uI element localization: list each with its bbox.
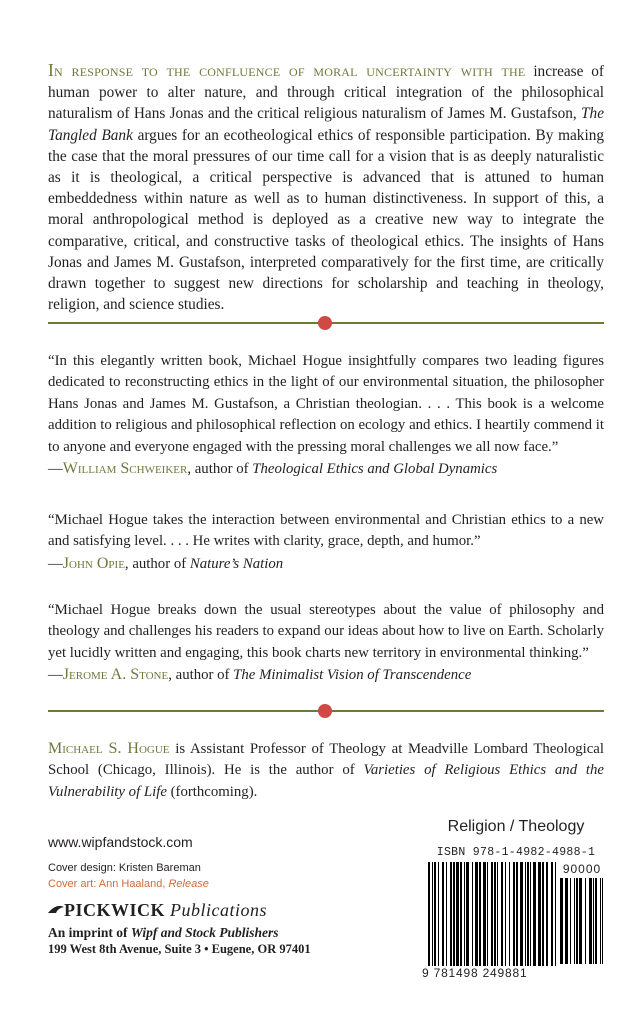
- barcode-bar: [542, 862, 544, 966]
- price-code: 90000: [562, 862, 602, 876]
- barcode-bar: [546, 862, 548, 966]
- author-name: Michael S. Hogue: [48, 740, 170, 757]
- barcode-bar: [464, 862, 465, 966]
- endorsement-attribution: —John Opie, author of Nature’s Nation: [48, 554, 284, 572]
- barcode-bar: [450, 862, 452, 966]
- endorser-work: Theological Ethics and Global Dynamics: [252, 461, 498, 478]
- endorsement-quote: “Michael Hogue breaks down the usual stereotypes about the value of philosophy and theology and challenges his readers to expand our ideas about how to live on Earth. Scholarly yet lucidly written and engaging, this book charts new territory in environmental thinking.”: [48, 602, 604, 661]
- publisher-address: 199 West 8th Avenue, Suite 3 • Eugene, OR 97401: [48, 942, 311, 956]
- barcode-bar: [513, 862, 515, 966]
- barcode-bar: [527, 862, 529, 966]
- barcode-bar: [570, 878, 571, 964]
- barcode-bar: [475, 862, 478, 966]
- barcode-bar: [533, 862, 536, 966]
- barcode-bar: [555, 862, 556, 966]
- book-description: [48, 60, 604, 315]
- imprint-logo: [48, 900, 267, 921]
- barcode-block: [422, 818, 604, 980]
- barcode-bar: [538, 862, 541, 966]
- barcode-bar: [460, 862, 462, 966]
- ean-barcode: [428, 862, 556, 966]
- endorsement-quote: “In this elegantly written book, Michael Hogue insightfully compares two leading figures dedicated to reconstructing ethics in the light of our environmental situation, the philosopher Hans Jonas and James M. Gustafson, a Christian theologian. . . . This book is a welcome addition to religious and philosophical reflection on ecology and ethics. I heartily commend it to anyone and everyone engaged with the pressing moral challenges we all now face.”: [48, 353, 604, 455]
- barcode-bar: [505, 862, 506, 966]
- endorsement-quote: “Michael Hogue takes the interaction between environmental and Christian ethics to a new and satisfying level. . . . He writes with clarity, grace, depth, and humor.”: [48, 512, 604, 550]
- barcode-bar: [551, 862, 553, 966]
- description-body-1: increase of human power to alter nature, and through critical integration of the philosophical naturalism of Hans Jonas and the critical religious naturalism of James M. Gustafson,: [48, 63, 605, 123]
- endorser-name: John Opie: [62, 554, 125, 572]
- barcode-bar: [600, 878, 601, 964]
- endorsement: [48, 510, 604, 575]
- barcode-bar: [479, 862, 481, 966]
- section-divider: [48, 704, 604, 718]
- barcode-bar: [585, 878, 586, 964]
- barcode-bar: [432, 862, 433, 966]
- barcode-bar: [589, 878, 592, 964]
- author-bio: [48, 738, 604, 803]
- bio-text-2: (forthcoming).: [166, 783, 258, 800]
- barcode-bar: [574, 878, 575, 964]
- barcode-bar: [472, 862, 473, 966]
- author-of-text: , author of: [187, 461, 253, 478]
- barcode-bar: [530, 862, 531, 966]
- barcode-bar: [520, 862, 523, 966]
- description-lead: In response to the confluence of moral uncertainty with the: [48, 60, 526, 80]
- cover-art-title: Release: [168, 878, 209, 890]
- divider-dot: [318, 316, 332, 330]
- bio-text-1: is Assistant Professor of Theology at Meadville Lombard Theological School (Chicago, Illinois). He is the author of: [48, 741, 604, 779]
- barcode-bar: [466, 862, 469, 966]
- author-of-text: , author of: [124, 555, 190, 572]
- divider-dot: [318, 704, 332, 718]
- imprint-prefix: An imprint of: [48, 925, 131, 940]
- barcode-bar: [456, 862, 459, 966]
- barcode-bar: [576, 878, 578, 964]
- barcode-bar: [497, 862, 498, 966]
- endorser-work: The Minimalist Vision of Transcendence: [233, 667, 472, 684]
- cover-art-credit: [48, 878, 209, 890]
- barcode-bar: [442, 862, 444, 966]
- barcode-bar: [428, 862, 430, 966]
- barcode-bar: [438, 862, 439, 966]
- addon-barcode: [560, 878, 604, 964]
- barcode-bar: [579, 878, 582, 964]
- barcode-bar: [446, 862, 447, 966]
- barcode-bar: [487, 862, 488, 966]
- description-body-2: argues for an ecotheological ethics of responsible participation. By making the case that the moral pressures of our time call for a vision that is as deeply naturalistic as it is theological, a critical perspective is advanced that is attuned to human embeddedness within nature as well as to human distinctiveness. In support of this, a moral anthropological method is deployed as a creative new way to integrate the comparative, critical, and constructive tasks of theological ethics. The insights of Hans Jonas and James M. Gustafson, interpreted comparatively for the first time, are critically drawn together to suggest new directions for scholarship and teaching in theology, religion, and science studies.: [48, 126, 604, 314]
- publisher-website[interactable]: www.wipfandstock.com: [48, 834, 193, 850]
- endorsement-attribution: —William Schweiker, author of Theological Ethics and Global Dynamics: [48, 460, 498, 478]
- cover-art-label: Cover art: Ann Haaland,: [48, 878, 169, 890]
- section-divider: [48, 316, 604, 330]
- barcode-bar: [509, 862, 510, 966]
- endorsement: [48, 600, 604, 687]
- book-category: Religion / Theology: [447, 818, 585, 835]
- imprint-name: PICKWICK: [64, 900, 166, 920]
- barcode-bar: [434, 862, 436, 966]
- barcode-bar: [593, 878, 594, 964]
- parent-publisher: Wipf and Stock Publishers: [130, 925, 279, 940]
- endorsement-attribution: —Jerome A. Stone, author of The Minimalist Vision of Transcendence: [48, 666, 472, 684]
- ean-digits: 9 781498 249881: [422, 966, 528, 980]
- imprint-word: Publications: [170, 900, 268, 920]
- barcode-bar: [453, 862, 455, 966]
- barcode-bar: [525, 862, 526, 966]
- pickwick-logo-icon: [48, 903, 64, 917]
- author-other-work: Varieties of Religious Ethics and the Vulnerability of Life: [48, 762, 605, 800]
- endorser-name: William Schweiker: [62, 460, 188, 478]
- barcode-bar: [565, 878, 568, 964]
- barcode-bar: [602, 878, 603, 964]
- isbn-text: ISBN 978-1-4982-4988-1: [436, 846, 596, 859]
- author-of-text: , author of: [168, 667, 234, 684]
- barcode-graphic: [422, 862, 604, 980]
- cover-design-credit: Cover design: Kristen Bareman: [48, 862, 201, 874]
- endorser-work: Nature’s Nation: [189, 555, 284, 572]
- endorser-name: Jerome A. Stone: [62, 666, 169, 684]
- description-book-title: The Tangled Bank: [48, 105, 604, 144]
- barcode-bar: [491, 862, 493, 966]
- endorsement: [48, 351, 604, 480]
- barcode-bar: [501, 862, 503, 966]
- barcode-bar: [494, 862, 496, 966]
- barcode-bar: [560, 878, 563, 964]
- barcode-bar: [595, 878, 597, 964]
- barcode-bar: [483, 862, 486, 966]
- imprint-line: [48, 925, 279, 941]
- barcode-bar: [516, 862, 518, 966]
